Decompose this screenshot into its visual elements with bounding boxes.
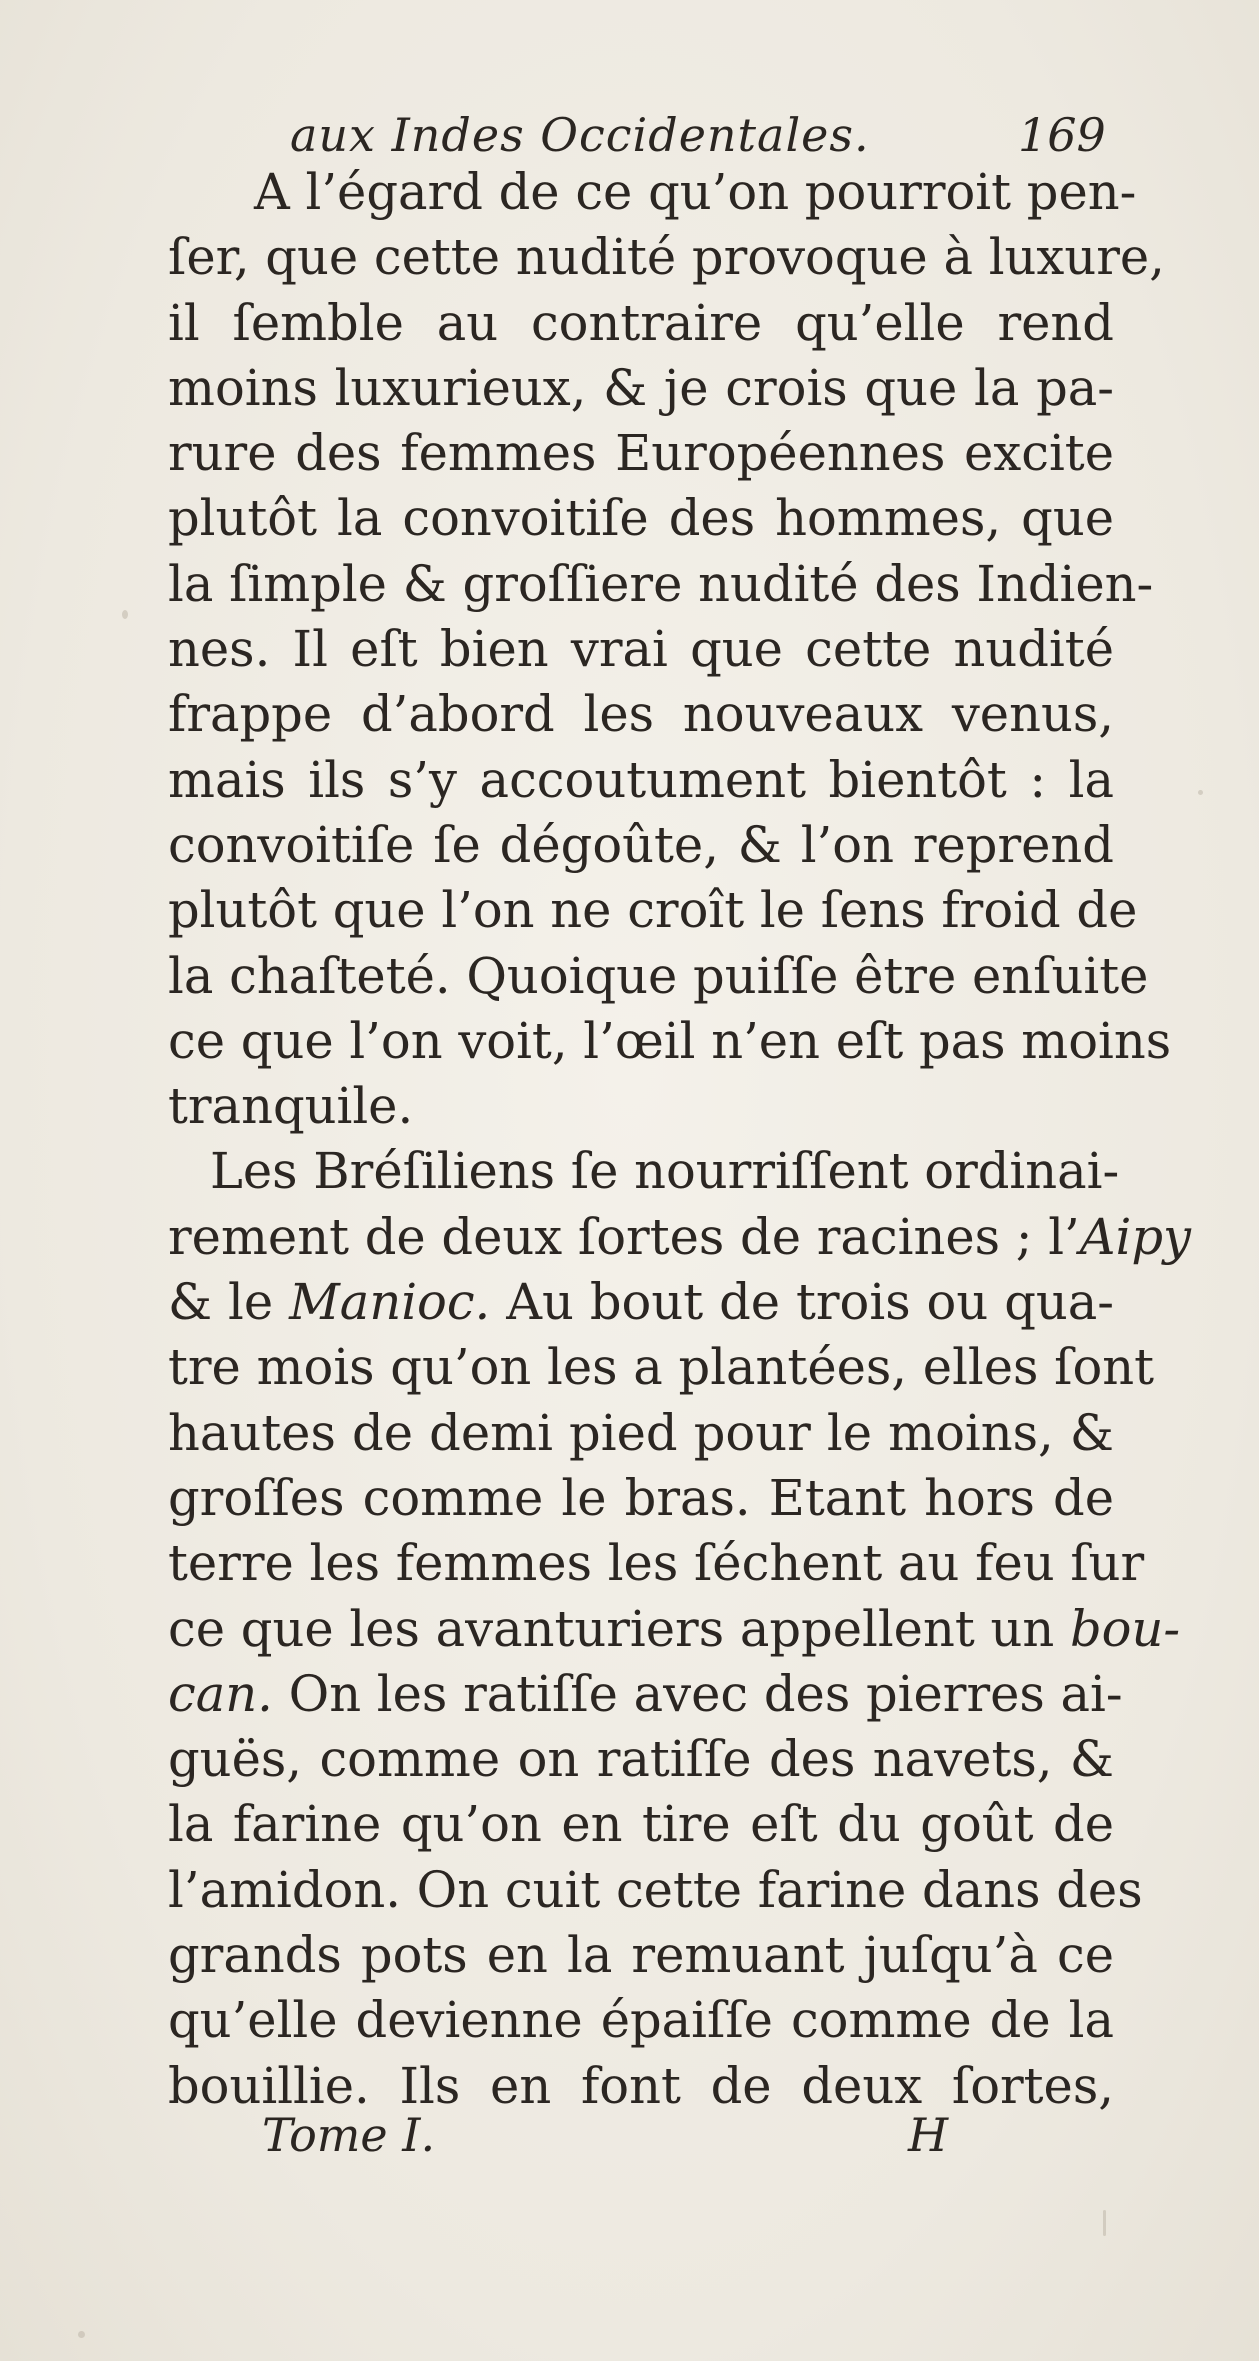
text-line: il ſemble au contraire qu’elle rend bbox=[168, 293, 1114, 352]
text-line: ſer, que cette nudité provoque à luxure, bbox=[168, 228, 1165, 287]
ink-speck bbox=[1103, 2210, 1106, 2236]
text-line: tranquile. bbox=[168, 1077, 414, 1136]
text-line: plutôt la convoitiſe des hommes, que bbox=[168, 489, 1114, 548]
text-line: terre les femmes les ſéchent au feu ſur bbox=[168, 1534, 1145, 1593]
text-line: la chaſteté. Quoique puiſſe être enſuite bbox=[168, 946, 1149, 1005]
text-line: bouillie. Ils en font de deux ſortes, bbox=[168, 2056, 1114, 2115]
ink-speck bbox=[1198, 790, 1203, 795]
text-line: grands pots en la remuant juſqu’à ce bbox=[168, 1926, 1114, 1985]
signature-mark-right: H bbox=[908, 2108, 949, 2162]
text-line: mais ils s’y accoutument bientôt : la bbox=[168, 750, 1114, 809]
text-line: Les Bréſiliens ſe nourriſſent ordinai- bbox=[210, 1142, 1120, 1201]
italic-term-manioc: Manioc. bbox=[289, 1273, 491, 1332]
text-run: Au bout de trois ou qua- bbox=[506, 1273, 1114, 1332]
signature-mark-left: Tome I. bbox=[262, 2108, 436, 2162]
text-line: nes. Il eſt bien vrai que cette nudité bbox=[168, 620, 1114, 679]
text-line: l’amidon. On cuit cette farine dans des bbox=[168, 1860, 1143, 1919]
text-line: rure des femmes Européennes excite bbox=[168, 424, 1114, 483]
text-line: groſſes comme le bras. Etant hors de bbox=[168, 1468, 1114, 1527]
text-line: frappe d’abord les nouveaux venus, bbox=[168, 685, 1114, 744]
text-run: On les ratiſſe avec des pierres ai- bbox=[288, 1664, 1123, 1723]
text-line bbox=[168, 1205, 1191, 1270]
text-line: moins luxurieux, & je crois que la pa- bbox=[168, 358, 1114, 417]
italic-term-aipy: Aipy bbox=[1079, 1207, 1191, 1266]
text-line: A l’égard de ce qu’on pourroit pen- bbox=[254, 163, 1137, 221]
text-line: hautes de demi pied pour le moins, & bbox=[168, 1403, 1114, 1462]
italic-term-boucan: bou- bbox=[1070, 1599, 1181, 1658]
text-line bbox=[168, 1270, 1114, 1335]
text-line: qu’elle devienne épaiſſe comme de la bbox=[168, 1991, 1114, 2050]
page-number: 169 bbox=[1018, 108, 1106, 162]
text-run: & le bbox=[168, 1273, 274, 1332]
text-line: la ſimple & groſſiere nudité des Indien- bbox=[168, 554, 1154, 613]
text-run: rement de deux ſortes de racines ; l’ bbox=[168, 1207, 1080, 1266]
text-line: la farine qu’on en tire eſt du goût de bbox=[168, 1795, 1114, 1854]
italic-term-boucan-end: can. bbox=[168, 1664, 273, 1723]
ink-speck bbox=[122, 610, 128, 619]
ink-speck bbox=[78, 2331, 85, 2338]
text-run: ce que les avanturiers appellent un bbox=[168, 1599, 1055, 1658]
text-line: tre mois qu’on les a plantées, elles ſont bbox=[168, 1338, 1155, 1397]
text-line bbox=[168, 1662, 1123, 1727]
text-line: ce que l’on voit, l’œil n’en eſt pas moins bbox=[168, 1011, 1172, 1070]
body-text bbox=[168, 160, 1191, 2119]
text-line: guës, comme on ratiſſe des navets, & bbox=[168, 1730, 1114, 1789]
text-line: plutôt que l’on ne croît le ſens froid de bbox=[168, 881, 1138, 940]
running-head: aux Indes Occidentales. bbox=[290, 108, 870, 162]
text-line bbox=[168, 1597, 1181, 1662]
text-line: convoitiſe ſe dégoûte, & l’on reprend bbox=[168, 815, 1114, 874]
